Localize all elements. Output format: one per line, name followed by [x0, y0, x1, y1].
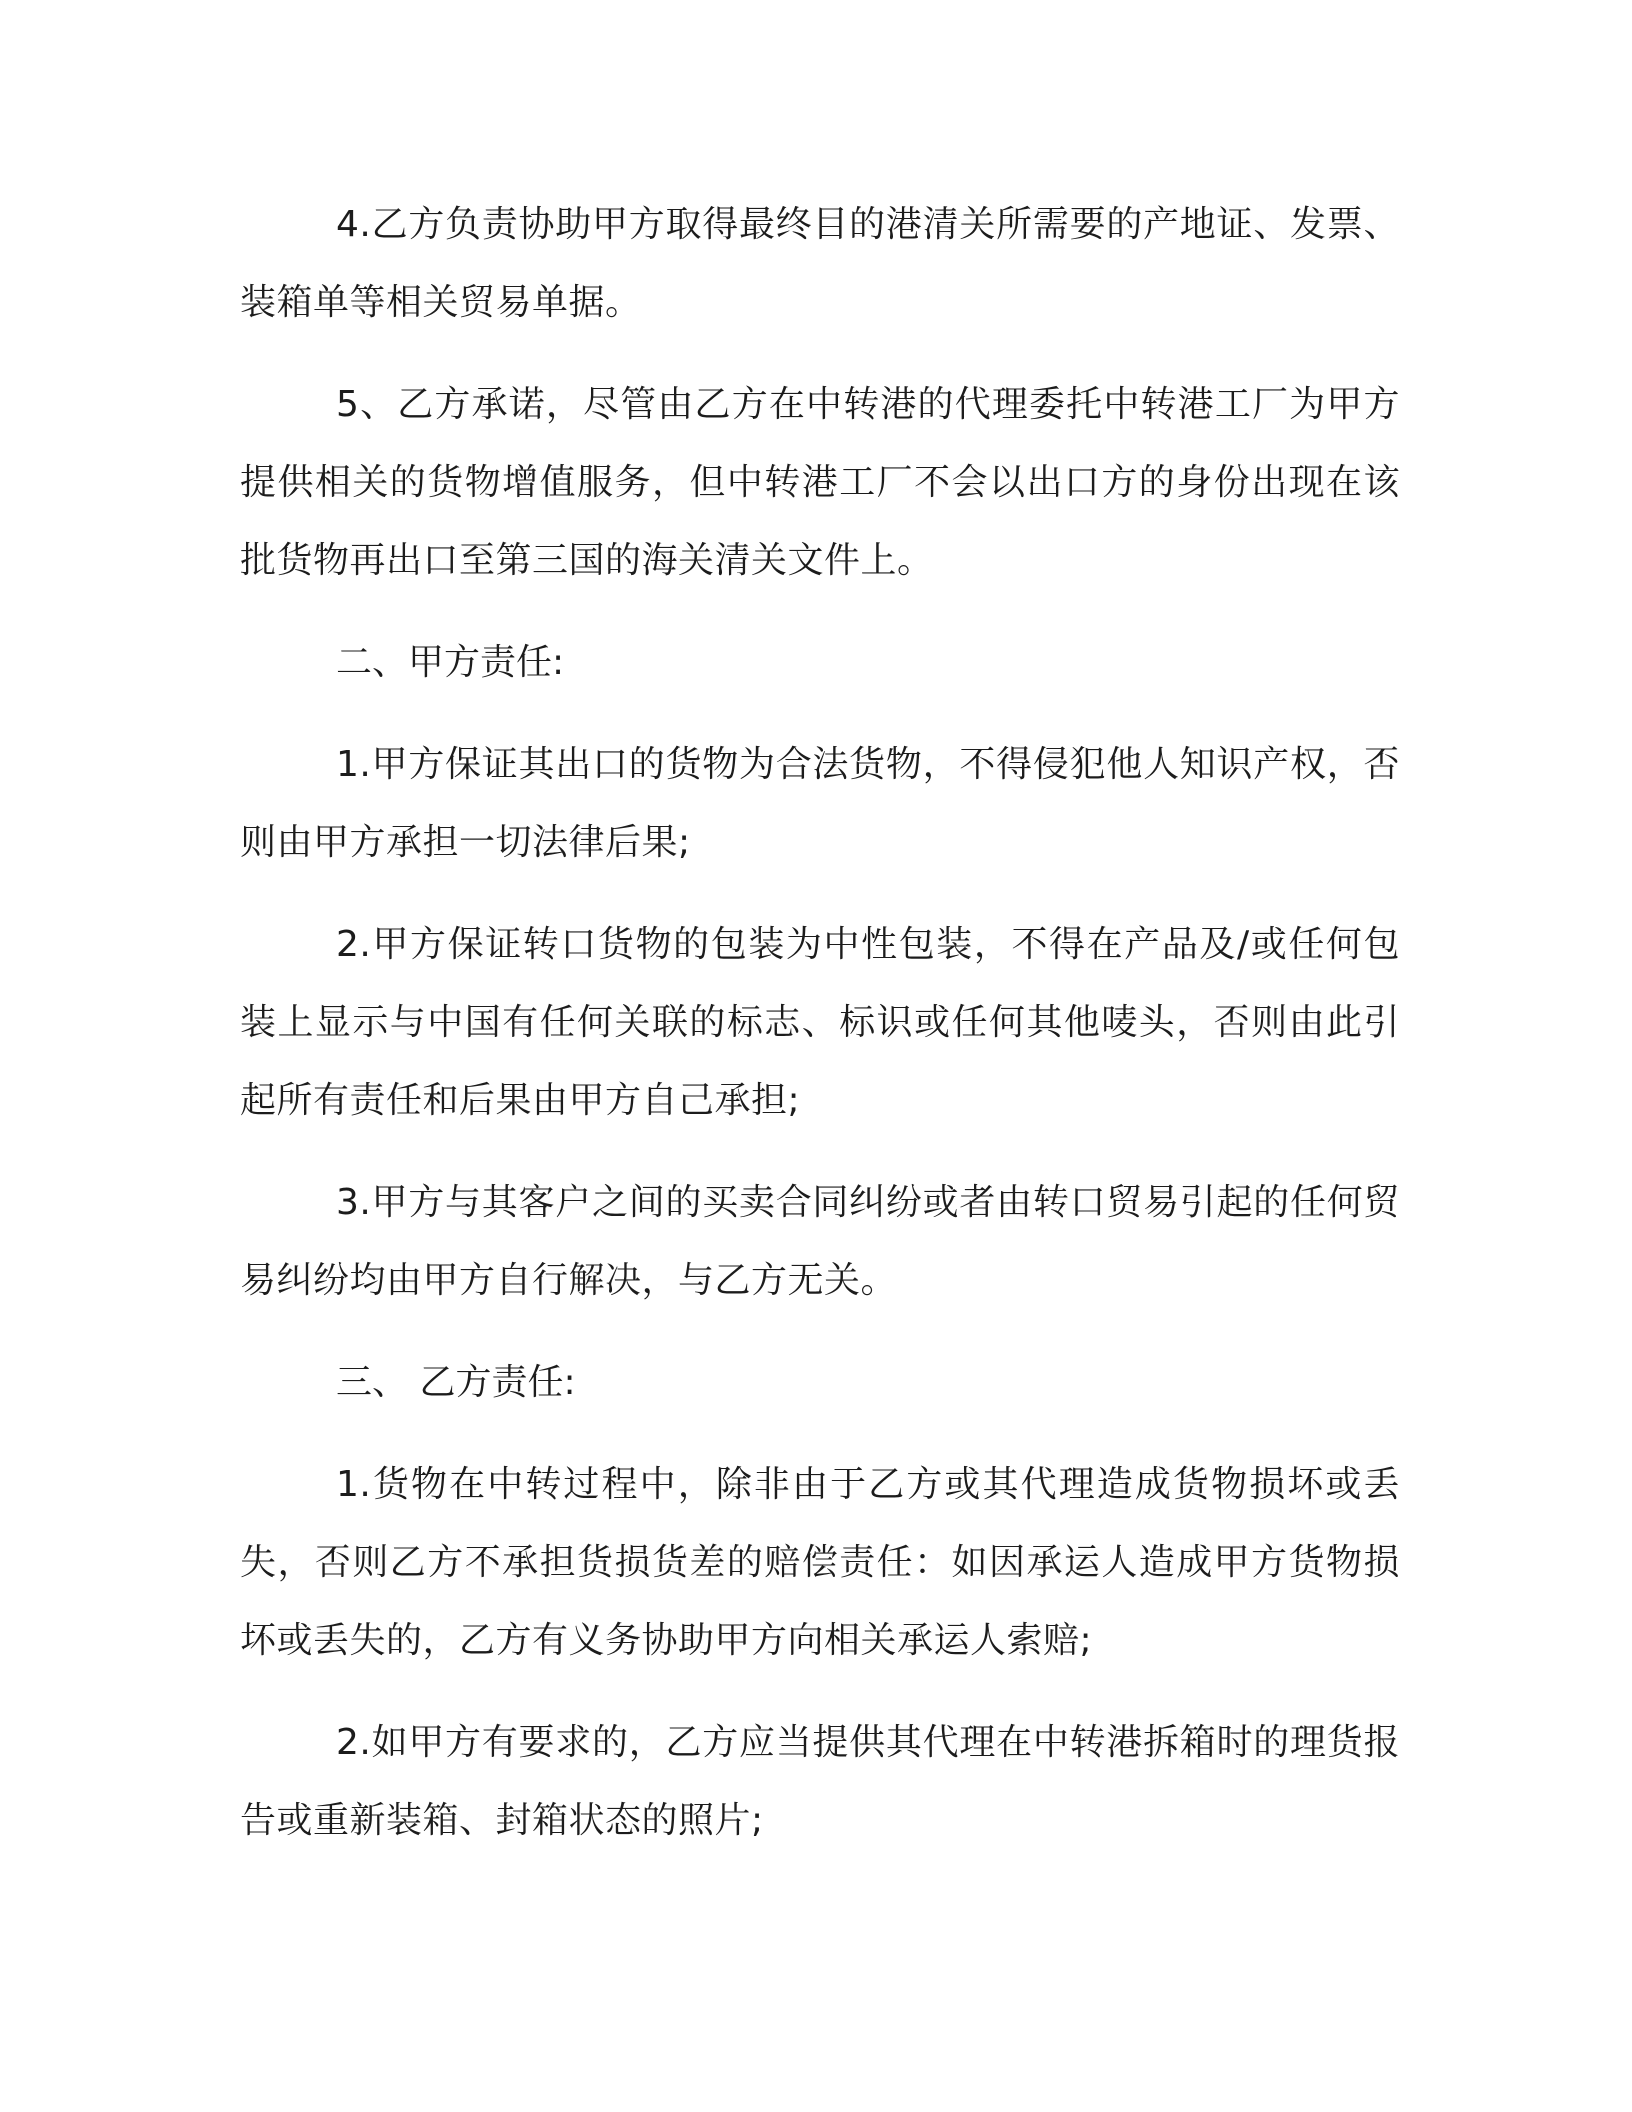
party-b-item-1: 1.货物在中转过程中，除非由于乙方或其代理造成货物损坏或丢失，否则乙方不承担货损货差的赔偿责任：如因承运人造成甲方货物损坏或丢失的，乙方有义务协助甲方向相关承运人索赔; — [240, 1464, 1400, 1661]
paragraph-clause-4: 4.乙方负责协助甲方取得最终目的港清关所需要的产地证、发票、装箱单等相关贸易单据。 — [240, 204, 1400, 323]
section-heading-party-a: 二、甲方责任: — [336, 642, 565, 683]
document-body — [240, 186, 1400, 1884]
party-b-item-2: 2.如甲方有要求的，乙方应当提供其代理在中转港拆箱时的理货报告或重新装箱、封箱状态的照片; — [240, 1722, 1400, 1841]
party-a-item-3: 3.甲方与其客户之间的买卖合同纠纷或者由转口贸易引起的任何贸易纠纷均由甲方自行解决，与乙方无关。 — [240, 1182, 1400, 1301]
party-a-item-1: 1.甲方保证其出口的货物为合法货物，不得侵犯他人知识产权，否则由甲方承担一切法律后果; — [240, 744, 1400, 863]
section-heading-party-b: 三、 乙方责任: — [336, 1362, 576, 1403]
paragraph-clause-5: 5、乙方承诺，尽管由乙方在中转港的代理委托中转港工厂为甲方提供相关的货物增值服务，但中转港工厂不会以出口方的身份出现在该批货物再出口至第三国的海关清关文件上。 — [240, 384, 1400, 581]
party-a-item-2: 2.甲方保证转口货物的包装为中性包装，不得在产品及/或任何包装上显示与中国有任何关联的标志、标识或任何其他唛头，否则由此引起所有责任和后果由甲方自己承担; — [240, 924, 1400, 1121]
